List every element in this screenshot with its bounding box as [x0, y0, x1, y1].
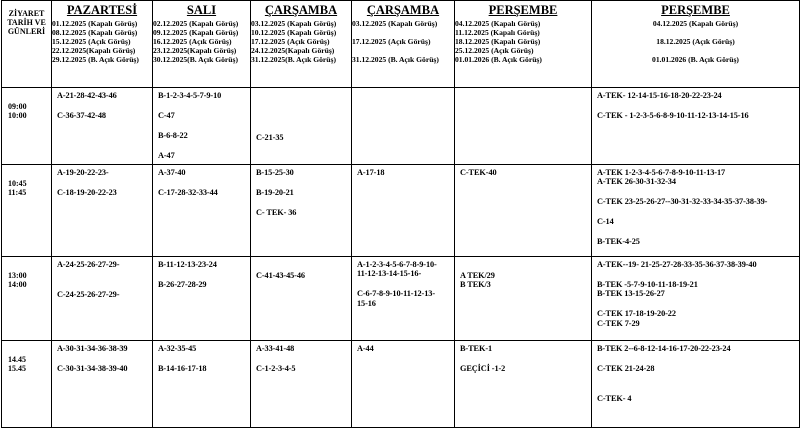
group-assignment: C-TEK 7-29 — [597, 318, 640, 328]
schedule-row-4 — [2, 341, 800, 428]
group-assignment: B-26-27-28-29 — [158, 279, 207, 289]
group-assignment: C-14 — [597, 217, 614, 227]
visit-date: 22.12.2025(Kapalı Görüş) — [52, 46, 136, 56]
line-spacer — [158, 140, 247, 151]
schedule-cell — [153, 165, 251, 257]
group-assignment: B-1-2-3-4-5-7-9-10 — [158, 91, 222, 100]
line-spacer — [57, 177, 149, 188]
day-title: PERŞEMBE — [488, 3, 558, 17]
group-assignment: B-11-12-13-23-24 — [158, 260, 217, 269]
visit-date: 23.12.2025(Kapalı Görüş) — [153, 46, 237, 56]
visit-dates — [455, 19, 591, 64]
line-spacer — [158, 353, 247, 364]
group-assignment: B-TEK -5-7-9-10-11-18-19-21 — [597, 279, 698, 289]
schedule-cell — [592, 257, 800, 341]
time-end: 14:00 — [8, 280, 27, 289]
visit-date: 03.12.2025 (Kapalı Görüş) — [352, 19, 438, 28]
visit-date — [592, 28, 799, 37]
schedule-cell — [52, 257, 153, 341]
group-assignment: C-41-43-45-46 — [256, 270, 305, 280]
group-assignment: C-TEK 17-18-19-20-22 — [597, 309, 676, 319]
schedule-row-2 — [2, 165, 800, 257]
schedule-cell — [352, 88, 455, 165]
group-assignment: B-19-20-21 — [256, 187, 294, 197]
visit-date: 24.12.2025(Kapalı Görüş) — [251, 46, 335, 56]
group-assignment: A-33-41-48 — [256, 344, 295, 353]
line-spacer — [158, 100, 247, 111]
group-assignment: C-36-37-42-48 — [57, 110, 106, 120]
schedule-cell — [251, 165, 352, 257]
schedule-cell — [352, 165, 455, 257]
line-spacer — [597, 353, 796, 364]
group-assignment: C-47 — [158, 110, 175, 120]
visit-date: 31.12.2025(B. Açık Görüş) — [251, 55, 337, 65]
line-spacer — [597, 227, 796, 238]
line-spacer — [57, 269, 149, 280]
visit-date — [352, 46, 454, 55]
visit-dates — [153, 19, 250, 64]
line-spacer — [597, 299, 796, 310]
day-title: SALI — [186, 3, 217, 17]
corner-cell — [2, 1, 52, 88]
line-spacer — [597, 100, 796, 111]
group-assignment: A-1-2-3-4-5-6-7-8-9-10- — [357, 260, 437, 269]
visit-dates — [592, 19, 799, 64]
line-spacer — [256, 353, 348, 364]
line-spacer — [597, 207, 796, 218]
line-spacer — [256, 91, 348, 102]
day-title: ÇARŞAMBA — [264, 3, 338, 17]
group-assignment: A-44 — [357, 344, 374, 353]
group-assignment: B-TEK 13-15-26-27 — [597, 289, 665, 299]
visit-date: 01.01.2026 (B. Açık Görüş) — [652, 55, 739, 65]
line-spacer — [158, 269, 247, 280]
group-assignment: C-TEK 21-24-28 — [597, 363, 655, 373]
visit-date: 17.12.2025 (Açık Görüş) — [251, 37, 330, 47]
visit-date: 11.12.2025 (Kapalı Görüş) — [455, 28, 540, 38]
time-slot-cell — [2, 257, 52, 341]
schedule-cell — [153, 341, 251, 428]
schedule-cell — [52, 341, 153, 428]
group-assignment: 11-12-13-14-15-16- — [357, 269, 422, 279]
time-start: 09:00 — [8, 102, 27, 111]
line-spacer — [597, 187, 796, 198]
visit-date: 09.12.2025 (Kapalı Görüş) — [153, 28, 239, 38]
visit-date: 18.12.2025 (Kapalı Görüş) — [455, 37, 541, 47]
group-assignment: A-32-35-45 — [158, 344, 197, 353]
visit-date: 10.12.2025 (Kapalı Görüş) — [251, 28, 337, 38]
day-title: PERŞEMBE — [661, 3, 730, 17]
line-spacer — [256, 260, 348, 271]
line-spacer — [256, 177, 348, 188]
visit-date: 03.12.2025 (Kapalı Görüş) — [251, 19, 337, 28]
visit-dates — [352, 19, 454, 64]
group-assignment: GEÇİCİ -1-2 — [460, 363, 506, 373]
group-assignment: C-TEK-40 — [460, 168, 497, 177]
schedule-cell — [251, 257, 352, 341]
header-col-4 — [352, 1, 455, 88]
schedule-cell — [455, 165, 592, 257]
time-slot-cell — [2, 341, 52, 428]
group-assignment: A-30-31-34-36-38-39 — [57, 344, 128, 353]
visit-date: 04.12.2025 (Kapalı Görüş) — [652, 19, 739, 28]
visit-date — [592, 46, 799, 55]
schedule-cell — [455, 257, 592, 341]
visit-date: 16.12.2025 (Açık Görüş) — [153, 37, 232, 47]
time-start: 10:45 — [8, 179, 27, 188]
visit-dates — [52, 19, 152, 64]
time-end: 11:45 — [8, 188, 27, 197]
day-title: ÇARŞAMBA — [366, 3, 440, 17]
line-spacer — [597, 373, 796, 384]
schedule-cell — [251, 88, 352, 165]
visit-date — [352, 28, 454, 37]
line-spacer — [597, 269, 796, 280]
group-assignment: A-17-18 — [357, 168, 385, 177]
schedule-row-3 — [2, 257, 800, 341]
header-col-1 — [52, 1, 153, 88]
visit-date: 15.12.2025 (Açık Görüş) — [52, 37, 131, 47]
group-assignment: C-24-25-26-27-29- — [57, 290, 120, 300]
group-assignment: C-TEK - 1-2-3-5-6-8-9-10-11-12-13-14-15-16 — [597, 110, 749, 120]
visit-date: 04.12.2025 (Kapalı Görüş) — [455, 19, 541, 28]
line-spacer — [460, 260, 588, 271]
line-spacer — [256, 102, 348, 113]
time-start: 14.45 — [8, 355, 26, 364]
line-spacer — [158, 177, 247, 188]
time-end: 10:00 — [8, 111, 27, 120]
visit-date: 02.12.2025 (Kapalı Görüş) — [153, 19, 239, 28]
group-assignment: C-1-2-3-4-5 — [256, 363, 296, 373]
group-assignment: A-TEK 1-2-3-4-5-6-7-8-9-10-11-13-17 — [597, 168, 726, 177]
schedule-cell — [52, 165, 153, 257]
group-assignment: C-21-35 — [256, 133, 284, 142]
schedule-row-1 — [2, 88, 800, 165]
line-spacer — [57, 353, 149, 364]
group-assignment: B-TEK 2-‐6-8-12-14-16-17-20-22-23-24 — [597, 344, 731, 353]
group-assignment: B-TEK-1 — [460, 344, 493, 353]
header-col-2 — [153, 1, 251, 88]
header-row — [2, 1, 800, 88]
schedule-cell — [352, 341, 455, 428]
schedule-cell — [52, 88, 153, 165]
line-spacer — [460, 353, 588, 364]
line-spacer — [597, 384, 796, 395]
schedule-cell — [352, 257, 455, 341]
schedule-cell — [592, 341, 800, 428]
group-assignment: A-19-20-22-23- — [57, 168, 109, 177]
group-assignment: C-17-28-32-33-44 — [158, 187, 218, 197]
line-spacer — [256, 123, 348, 134]
group-assignment: C-TEK 23-25-26-27-‐30-31-32-33-34-35-37-38-39- — [597, 197, 768, 207]
line-spacer — [57, 280, 149, 291]
group-assignment: A-TEK 26-30-31-32-34 — [597, 177, 676, 187]
group-assignment: C- TEK- 36 — [256, 207, 297, 217]
visit-schedule-table — [1, 0, 800, 428]
group-assignment: A-37-40 — [158, 168, 186, 177]
header-col-3 — [251, 1, 352, 88]
line-spacer — [57, 100, 149, 111]
time-slot-cell — [2, 88, 52, 165]
line-spacer — [256, 197, 348, 208]
visit-date: 08.12.2025 (Kapalı Görüş) — [52, 28, 138, 38]
group-assignment: C-30-31-34-38-39-40 — [57, 363, 128, 373]
header-col-5 — [455, 1, 592, 88]
visit-date: 17.12.2025 (Açık Görüş) — [352, 37, 431, 47]
group-assignment: A-47 — [158, 150, 175, 160]
group-assignment: B TEK/3 — [460, 279, 491, 289]
schedule-cell — [592, 88, 800, 165]
visit-date: 01.12.2025 (Kapalı Görüş) — [52, 19, 138, 28]
corner-line-2: TARİH VE — [7, 18, 46, 27]
schedule-cell — [455, 341, 592, 428]
visit-date: 31.12.2025 (B. Açık Görüş) — [352, 55, 439, 65]
group-assignment: C-TEK- 4 — [597, 394, 632, 404]
schedule-cell — [592, 165, 800, 257]
group-assignment: B-6-8-22 — [158, 130, 188, 140]
time-start: 13:00 — [8, 271, 27, 280]
group-assignment: 15-16 — [357, 298, 376, 308]
schedule-cell — [153, 88, 251, 165]
schedule-cell — [153, 257, 251, 341]
group-assignment: A-TEK- 12-14-15-16-18-20-22-23-24 — [597, 91, 722, 100]
visit-date: 18.12.2025 (Açık Görüş) — [656, 37, 735, 47]
group-assignment: A-21-28-42-43-46 — [57, 91, 117, 100]
visit-date: 25.12.2025 (Açık Görüş) — [455, 46, 534, 56]
group-assignment: B-15-25-30 — [256, 168, 294, 177]
corner-line-1: ZİYARET — [8, 9, 45, 18]
group-assignment: A-TEK--19- 21-25-27-28-33-35-36-37-38-39-40 — [597, 260, 757, 269]
group-assignment: B-14-16-17-18 — [158, 363, 207, 373]
schedule-cell — [455, 88, 592, 165]
group-assignment: C-6-7-8-9-10-11-12-13- — [357, 289, 435, 299]
group-assignment: A-24-25-26-27-29- — [57, 260, 120, 269]
visit-date: 30.12.2025(B. Açık Görüş) — [153, 55, 239, 65]
line-spacer — [357, 279, 451, 290]
group-assignment: A TEK/29 — [460, 270, 495, 280]
line-spacer — [158, 120, 247, 131]
corner-line-3: GÜNLERİ — [7, 27, 46, 36]
day-title: PAZARTESİ — [66, 3, 138, 17]
visit-date: 01.01.2026 (B. Açık Görüş) — [455, 55, 542, 65]
time-slot-cell — [2, 165, 52, 257]
group-assignment: B-TEK-4-25 — [597, 237, 640, 247]
visit-date: 29.12.2025 (B. Açık Görüş) — [52, 55, 139, 65]
time-end: 15.45 — [8, 364, 26, 373]
header-col-6 — [592, 1, 800, 88]
visit-dates — [251, 19, 351, 64]
schedule-cell — [251, 341, 352, 428]
group-assignment: C-18-19-20-22-23 — [57, 187, 117, 197]
line-spacer — [256, 112, 348, 123]
